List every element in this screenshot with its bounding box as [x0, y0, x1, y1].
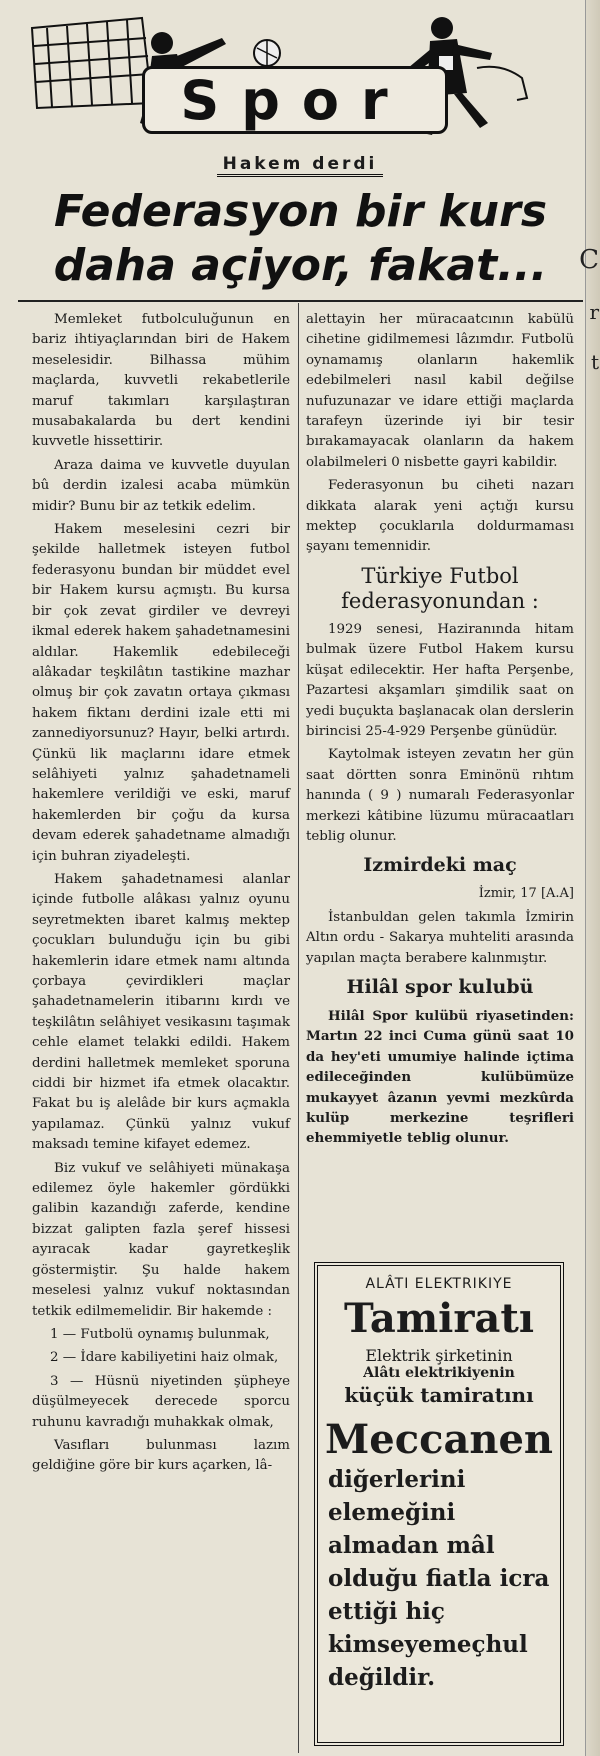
ad-line: küçük tamiratını	[344, 1383, 534, 1407]
article-paragraph: Biz vukuf ve selâhiyeti münakaşa edilemez öyle hakemler gördükki galibin kazandığı zaferde, kendine bizzat galipten fazla şeref hissesi ayıracak kadar gayretkeşlik göstermiştir. Şu halde hakem meselesi yalnız vukuf noktasından tetkik edilmemelidir. Bir hakemde :	[32, 1160, 290, 1319]
goal-net-illustration	[32, 18, 152, 108]
column-separator	[298, 303, 299, 1753]
kicker	[0, 154, 600, 174]
section-title-box	[142, 66, 448, 134]
ad-title: Tamiratı	[343, 1295, 535, 1342]
electrical-repair-advertisement	[314, 1262, 564, 1746]
ad-line: Alâtı elektrikiyenin	[363, 1365, 515, 1381]
section-title: Spor	[180, 68, 410, 132]
article-paragraph: Hakem meselesini cezri bir şekilde halletmek isteyen futbol federasyonu bundan bir müddet evel bir Hakem kursu açmıştı. Bu kursa bir çok zevat girdiler ve devreyi ikmal ederek hakem şahadetnamesini aldılar. Hakemlik edebileceği alâkadar teşkilâtın tastikine mazhar olmuş bir çok zavatın ortaya çıkması hakem fiktanı derdini izale etti mi zannediyorsunuz? Hayır, belki artırdı. Çünkü lik maçlarını idare etmek selâhiyeti yalnız şahadetnameli hakemlere verildiği ve eski, maruf hakemlerden bir çoğu da kursa devam ederek şahadetname almadığı için buhran ziyadeleşti.	[32, 522, 290, 864]
federation-heading: Türkiye Futbol federasyonundan :	[341, 563, 539, 613]
list-item: 3 — Hüsnü niyetinden şüpheye düşülmeyecek derecede sporcu ruhunu kavradığı muhakkak olmak,	[32, 1373, 290, 1430]
list-item: 1 — Futbolü oynamış bulunmak,	[50, 1326, 270, 1342]
hilal-heading: Hilâl spor kulubü	[346, 975, 534, 998]
headline	[18, 185, 583, 293]
headline-line: daha açiyor, fakat...	[53, 240, 548, 291]
federation-paragraph: 1929 senesi, Haziranında hitam bulmak üzere Futbol Hakem kursu küşat edilecektir. Her hafta Perşenbe, Pazartesi akşamları şimdilik saat on yedi buçukta başlanacak olan derslerin birincisi 25-4-929 Perşenbe günüdür.	[306, 621, 574, 739]
article-paragraph: Vasıfları bulunması lazım geldiğine göre bir kurs açarken, lâ-	[32, 1437, 290, 1474]
ad-body: diğerlerini elemeğini almadan mâl olduğu fiatla icra ettiği hiç kimseyemeçhul değildir.	[328, 1466, 550, 1691]
hilal-paragraph: Hilâl Spor kulübü riyasetinden: Martın 22 inci Cuma günü saat 10 da hey'eti umumiye halinde içtima edileceğinden kulübümüze mukayyet âzanın yevmi mezkûrda kulüp merkezine teşrifleri ehemmiyetle teblig olunur.	[306, 1007, 574, 1147]
edge-glyph: C	[579, 245, 599, 275]
adjacent-page-edge	[579, 0, 600, 1756]
edge-glyph: t	[590, 350, 599, 374]
article-paragraph: Hakem şahadetnamesi alanlar içinde futbolle alâkası yalnız oyunu seyretmekten ibaret kalmış mektep çocukları bulunduğu için bu gibi hakemlerin idare etmek namı altında çorbaya çevirdikleri maçlar şahadetnamelerin itibarını kırdı ve teşkilâtın selâhiyet vesikasını taşımak cehle elamet telakki edildi. Hakem derdini halletmek memleket sporuna ciddi bir hizmet ifa etmek olacaktır. Fakat bu iş alelâde bir kurs açmakla yapılamaz. Çünkü yalnız vukuf maksadı temine kifayet edemez.	[32, 871, 290, 1153]
dog-illustration	[477, 67, 527, 100]
federation-paragraph: Kaytolmak isteyen zevatın her gün saat dörtten sonra Eminönü rıhtım hanında ( 9 ) numaralı Federasyonlar merkezi kâtibine lüzumu müracaatları teblig olunur.	[306, 747, 574, 844]
article-paragraph: Federasyonun bu ciheti nazarı dikkata alarak yeni açtığı kursu mektep çocuklarıla doldurmaması şayanı temennidir.	[306, 478, 574, 555]
sports-section-banner	[22, 8, 582, 138]
ad-line: ALÂTI ELEKTRIKIYE	[365, 1276, 513, 1292]
list-item: 2 — İdare kabiliyetini haiz olmak,	[50, 1350, 279, 1366]
headline-rule	[18, 300, 583, 302]
article-paragraph: Araza daima ve kuvvetle duyulan bû derdin izalesi acaba mümkün midir? Bunu bir az tetkik edelim.	[32, 457, 290, 514]
kicker-text: Hakem derdi	[217, 154, 384, 177]
article-paragraph: Memleket futbolculuğunun en bariz ihtiyaçlarından biri de Hakem meselesidir. Bilhassa mühim maçlarda, kuvvetli rekabetlerile maruf takımları karşılaştıran musabakalarda bu dert kendini kuvvetle hissettirir.	[32, 312, 290, 450]
article-left-column	[32, 310, 290, 1480]
edge-glyph: r	[589, 300, 599, 324]
ad-emphasis: Meccanen	[325, 1416, 553, 1463]
headline-line: Federasyon bir kurs	[53, 186, 548, 237]
izmir-paragraph: İstanbuldan gelen takımla İzmirin Altın ordu - Sakarya muhteliti arasında yapılan maçta berabere kalınmıştır.	[306, 909, 574, 966]
article-paragraph: alettayin her müracaatcının kabülü cihetine gidilmemesi lâzımdır. Futbolü oynamamış olanların hakemlik edebilmeleri nasıl kabil değilse nufuzunazar ve idare ettiği maçlarda tarafeyn üzerinde iyi bir tesir bırakamayacak olanların da hakem olabilmeleri 0 nisbette gayri kabildir.	[306, 312, 574, 470]
izmir-heading: Izmirdeki maç	[363, 854, 517, 877]
article-right-column	[306, 310, 574, 1152]
izmir-dateline: İzmir, 17 [A.A]	[478, 886, 574, 902]
ad-line: Elektrik şirketinin	[365, 1346, 513, 1365]
requirements-list	[32, 1325, 290, 1433]
ball-illustration	[254, 40, 280, 66]
